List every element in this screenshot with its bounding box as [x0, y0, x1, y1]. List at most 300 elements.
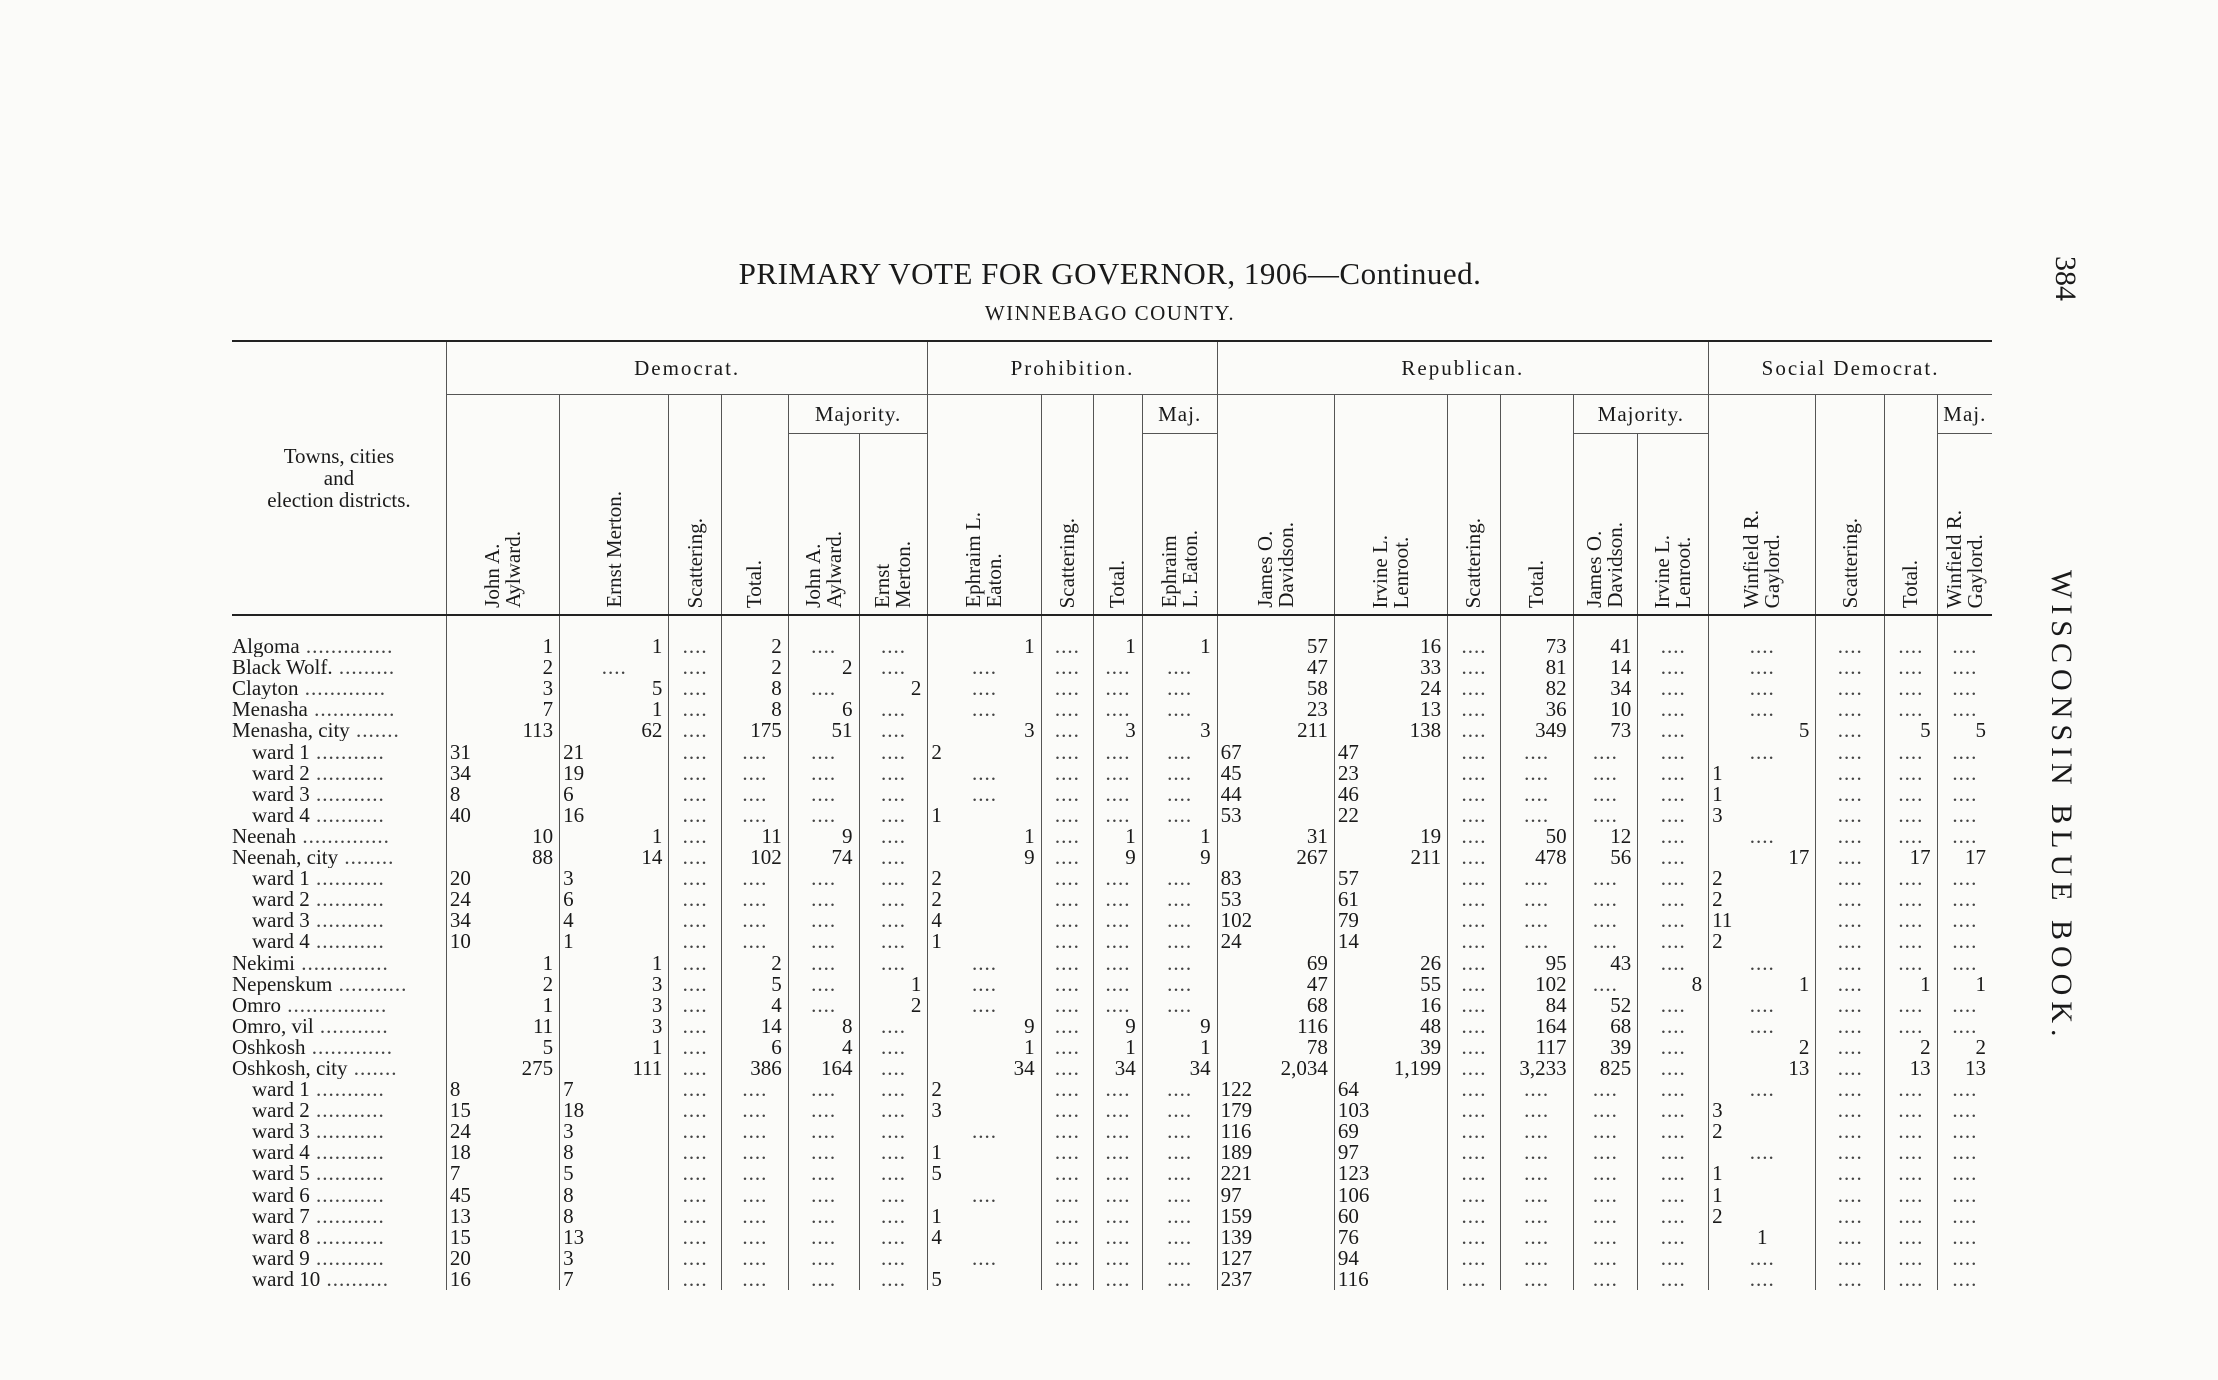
vote-cell: ....: [859, 741, 928, 762]
vote-cell: 6: [560, 889, 669, 910]
vote-cell: ....: [859, 1227, 928, 1248]
vote-cell: ....: [1142, 995, 1217, 1016]
vote-cell: ....: [1041, 805, 1094, 826]
vote-cell: ....: [1094, 784, 1143, 805]
vote-cell: ....: [1448, 952, 1501, 973]
vote-cell: ....: [1448, 615, 1501, 657]
vote-cell: 31: [446, 741, 559, 762]
vote-cell: ....: [1638, 615, 1709, 657]
vote-cell: 94: [1334, 1248, 1447, 1269]
vote-cell: ....: [1448, 1163, 1501, 1184]
vote-cell: 17: [1709, 847, 1816, 868]
vote-cell: 44: [1217, 784, 1334, 805]
table-row: [232, 805, 1992, 826]
vote-cell: ....: [788, 1079, 859, 1100]
district-name: ward 4 ...........: [252, 804, 385, 826]
vote-cell: 69: [1217, 952, 1334, 973]
vote-cell: 84: [1500, 995, 1573, 1016]
vote-cell: ....: [669, 1227, 722, 1248]
vote-cell: 97: [1217, 1184, 1334, 1205]
vote-cell: ....: [1709, 1016, 1816, 1037]
vote-cell: ....: [859, 699, 928, 720]
vote-cell: ....: [1041, 952, 1094, 973]
vote-cell: ....: [1500, 784, 1573, 805]
table-row: [232, 1058, 1992, 1079]
vote-cell: 26: [1334, 952, 1447, 973]
vote-cell: ....: [1709, 995, 1816, 1016]
vote-cell: ....: [859, 805, 928, 826]
vote-cell: 50: [1500, 826, 1573, 847]
vote-cell: 1: [446, 615, 559, 657]
vote-cell: ....: [1142, 1121, 1217, 1142]
vote-cell: ....: [1041, 889, 1094, 910]
vote-cell: ....: [1041, 1100, 1094, 1121]
vote-cell: ....: [1094, 952, 1143, 973]
vote-cell: 34: [1142, 1058, 1217, 1079]
vote-cell: ....: [1573, 974, 1638, 995]
vote-cell: ....: [1094, 931, 1143, 952]
vote-cell: 189: [1217, 1142, 1334, 1163]
vote-cell: 6: [788, 699, 859, 720]
table-row: [232, 1184, 1992, 1205]
vote-cell: ....: [669, 657, 722, 678]
vote-cell: ....: [1094, 1079, 1143, 1100]
vote-cell: 1: [1709, 784, 1816, 805]
vote-cell: 9: [928, 847, 1041, 868]
vote-cell: ....: [788, 1142, 859, 1163]
vote-cell: ....: [1937, 678, 1992, 699]
vote-cell: 127: [1217, 1248, 1334, 1269]
vote-cell: 73: [1500, 615, 1573, 657]
vote-cell: ....: [1448, 699, 1501, 720]
vote-cell: ....: [1500, 1100, 1573, 1121]
vote-cell: 1,199: [1334, 1058, 1447, 1079]
vote-cell: ....: [1500, 1248, 1573, 1269]
vote-cell: 8: [560, 1142, 669, 1163]
district-name: Omro, vil ...........: [232, 1015, 389, 1037]
vote-cell: ....: [1885, 1248, 1938, 1269]
vote-cell: 2: [721, 952, 788, 973]
vote-cell: 95: [1500, 952, 1573, 973]
vote-cell: 1: [1094, 826, 1143, 847]
vote-cell: ....: [669, 805, 722, 826]
vote-cell: ....: [859, 1100, 928, 1121]
vote-cell: 139: [1217, 1227, 1334, 1248]
table-row: [232, 784, 1992, 805]
vote-cell: ....: [1937, 889, 1992, 910]
vote-cell: ....: [1094, 1206, 1143, 1227]
vote-cell: ....: [1448, 657, 1501, 678]
district-name: Nepenskum ...........: [232, 973, 408, 995]
vote-cell: ....: [1816, 763, 1885, 784]
table-row: [232, 1227, 1992, 1248]
vote-cell: 57: [1334, 868, 1447, 889]
vote-cell: ....: [1937, 763, 1992, 784]
vote-cell: ....: [669, 1058, 722, 1079]
vote-cell: 275: [446, 1058, 559, 1079]
vote-cell: ....: [928, 784, 1041, 805]
vote-cell: ....: [1885, 1184, 1938, 1205]
vote-cell: ....: [1448, 1079, 1501, 1100]
vote-cell: ....: [1573, 1248, 1638, 1269]
vote-cell: ....: [1638, 995, 1709, 1016]
district-name: ward 1 ...........: [252, 741, 385, 763]
vote-cell: ....: [669, 784, 722, 805]
vote-cell: ....: [788, 931, 859, 952]
vote-cell: 68: [1573, 1016, 1638, 1037]
vote-cell: ....: [1885, 931, 1938, 952]
vote-cell: ....: [1500, 1269, 1573, 1290]
table-row: [232, 974, 1992, 995]
vote-cell: ....: [1142, 784, 1217, 805]
page-number: 384: [2049, 256, 2082, 301]
vote-cell: 8: [560, 1184, 669, 1205]
vote-cell: ....: [1937, 1079, 1992, 1100]
vote-cell: 34: [928, 1058, 1041, 1079]
vote-cell: 33: [1334, 657, 1447, 678]
vote-cell: 34: [446, 763, 559, 784]
vote-cell: ....: [1885, 1142, 1938, 1163]
vote-cell: ....: [1937, 952, 1992, 973]
vote-cell: ....: [1709, 741, 1816, 762]
vote-cell: 159: [1217, 1206, 1334, 1227]
col-header: Total.: [721, 395, 788, 616]
col-header: Scattering.: [1816, 395, 1885, 616]
vote-cell: ....: [721, 868, 788, 889]
vote-cell: ....: [788, 1206, 859, 1227]
vote-cell: 237: [1217, 1269, 1334, 1290]
vote-cell: ....: [788, 741, 859, 762]
vote-cell: 5: [1885, 720, 1938, 741]
vote-cell: 4: [928, 1227, 1041, 1248]
vote-cell: 19: [1334, 826, 1447, 847]
vote-cell: ....: [1094, 974, 1143, 995]
vote-cell: ....: [1816, 1163, 1885, 1184]
vote-cell: ....: [788, 952, 859, 973]
table-row: [232, 741, 1992, 762]
vote-cell: 3: [560, 1248, 669, 1269]
vote-cell: ....: [1448, 995, 1501, 1016]
vote-cell: ....: [1142, 974, 1217, 995]
col-header: Winfield R. Gaylord.: [1709, 395, 1816, 616]
table-row: [232, 763, 1992, 784]
vote-cell: ....: [1573, 763, 1638, 784]
party-republican: Republican.: [1217, 341, 1709, 395]
vote-cell: ....: [1142, 699, 1217, 720]
vote-cell: ....: [1041, 974, 1094, 995]
vote-cell: ....: [669, 763, 722, 784]
vote-cell: ....: [859, 1206, 928, 1227]
vote-cell: 1: [928, 805, 1041, 826]
vote-cell: 116: [1217, 1016, 1334, 1037]
vote-cell: ....: [1638, 657, 1709, 678]
vote-cell: ....: [1709, 657, 1816, 678]
vote-cell: 386: [721, 1058, 788, 1079]
vote-cell: 14: [1334, 931, 1447, 952]
vote-cell: 2: [1709, 1121, 1816, 1142]
vote-cell: ....: [1448, 974, 1501, 995]
vote-cell: ....: [1094, 995, 1143, 1016]
vote-cell: 1: [859, 974, 928, 995]
vote-cell: 1: [1709, 763, 1816, 784]
vote-cell: ....: [788, 868, 859, 889]
vote-cell: ....: [1041, 868, 1094, 889]
vote-cell: ....: [1816, 1206, 1885, 1227]
party-democrat: Democrat.: [446, 341, 927, 395]
vote-cell: ....: [1041, 678, 1094, 699]
vote-cell: ....: [1448, 784, 1501, 805]
vote-cell: ....: [669, 1079, 722, 1100]
vote-cell: 78: [1217, 1037, 1334, 1058]
vote-cell: ....: [669, 720, 722, 741]
vote-cell: ....: [788, 805, 859, 826]
vote-cell: ....: [1638, 868, 1709, 889]
vote-cell: 76: [1334, 1227, 1447, 1248]
vote-cell: 53: [1217, 805, 1334, 826]
vote-cell: 16: [560, 805, 669, 826]
vote-cell: ....: [1638, 1100, 1709, 1121]
vote-cell: 23: [1217, 699, 1334, 720]
vote-cell: 267: [1217, 847, 1334, 868]
vote-cell: ....: [721, 910, 788, 931]
vote-cell: 1: [560, 1037, 669, 1058]
vote-cell: 2: [446, 974, 559, 995]
vote-cell: ....: [1500, 1163, 1573, 1184]
vote-cell: 8: [721, 699, 788, 720]
vote-cell: ....: [1500, 1206, 1573, 1227]
district-name: ward 8 ...........: [252, 1226, 385, 1248]
table-row: [232, 952, 1992, 973]
vote-cell: ....: [1638, 1016, 1709, 1037]
vote-cell: 3: [1709, 805, 1816, 826]
vote-cell: ....: [1041, 1163, 1094, 1184]
vote-cell: ....: [1142, 868, 1217, 889]
vote-cell: ....: [1448, 910, 1501, 931]
vote-cell: 116: [1217, 1121, 1334, 1142]
vote-cell: 164: [1500, 1016, 1573, 1037]
vote-cell: ....: [1816, 1121, 1885, 1142]
vote-cell: 4: [721, 995, 788, 1016]
district-name: Clayton .............: [232, 678, 386, 700]
vote-cell: ....: [1885, 699, 1938, 720]
vote-cell: 1: [560, 931, 669, 952]
vote-cell: ....: [1638, 784, 1709, 805]
vote-cell: ....: [721, 1206, 788, 1227]
vote-cell: ....: [721, 784, 788, 805]
vote-cell: 97: [1334, 1142, 1447, 1163]
vote-cell: ....: [669, 1037, 722, 1058]
vote-cell: ....: [1816, 1184, 1885, 1205]
vote-cell: ....: [1500, 1227, 1573, 1248]
vote-cell: ....: [1094, 741, 1143, 762]
vote-cell: 13: [560, 1227, 669, 1248]
vote-cell: 1: [1885, 974, 1938, 995]
vote-cell: 179: [1217, 1100, 1334, 1121]
vote-cell: 2: [928, 1079, 1041, 1100]
vote-cell: 1: [446, 995, 559, 1016]
vote-cell: ....: [1142, 931, 1217, 952]
vote-cell: 9: [1142, 847, 1217, 868]
vote-cell: ....: [1816, 1142, 1885, 1163]
vote-cell: ....: [1094, 805, 1143, 826]
vote-cell: 10: [1573, 699, 1638, 720]
vote-cell: ....: [1573, 1184, 1638, 1205]
vote-cell: ....: [1041, 995, 1094, 1016]
vote-cell: 1: [1094, 615, 1143, 657]
vote-cell: ....: [1500, 763, 1573, 784]
district-name: ward 9 ...........: [252, 1247, 385, 1269]
vote-cell: 73: [1573, 720, 1638, 741]
vote-cell: ....: [859, 1184, 928, 1205]
vote-cell: 102: [721, 847, 788, 868]
vote-cell: 1: [928, 1206, 1041, 1227]
vote-cell: ....: [1816, 1248, 1885, 1269]
vote-cell: ....: [1448, 826, 1501, 847]
vote-cell: ....: [859, 826, 928, 847]
vote-cell: ....: [1937, 995, 1992, 1016]
vote-cell: 2: [721, 615, 788, 657]
vote-cell: ....: [928, 763, 1041, 784]
vote-cell: ....: [859, 910, 928, 931]
vote-cell: 15: [446, 1100, 559, 1121]
vote-cell: 36: [1500, 699, 1573, 720]
vote-cell: 45: [1217, 763, 1334, 784]
vote-cell: 3: [560, 868, 669, 889]
vote-cell: ....: [1573, 868, 1638, 889]
vote-cell: 21: [560, 741, 669, 762]
vote-cell: 3: [1142, 720, 1217, 741]
vote-cell: 111: [560, 1058, 669, 1079]
vote-cell: ....: [669, 741, 722, 762]
vote-cell: ....: [1709, 1079, 1816, 1100]
district-name: ward 6 ...........: [252, 1184, 385, 1206]
vote-cell: 41: [1573, 615, 1638, 657]
vote-cell: 1: [1709, 1184, 1816, 1205]
vote-cell: 2: [859, 995, 928, 1016]
vote-cell: 3: [560, 974, 669, 995]
vote-cell: ....: [1448, 805, 1501, 826]
vote-cell: ....: [1638, 826, 1709, 847]
vote-cell: ....: [859, 868, 928, 889]
col-header: Ephraim L. Eaton.: [1142, 434, 1217, 616]
vote-cell: ....: [1094, 1248, 1143, 1269]
vote-cell: ....: [1573, 1227, 1638, 1248]
vote-cell: ....: [1816, 868, 1885, 889]
vote-cell: 211: [1334, 847, 1447, 868]
vote-cell: 48: [1334, 1016, 1447, 1037]
vote-cell: 122: [1217, 1079, 1334, 1100]
vote-cell: ....: [1142, 1184, 1217, 1205]
vote-cell: 19: [560, 763, 669, 784]
vote-cell: 14: [1573, 657, 1638, 678]
vote-cell: 2: [721, 657, 788, 678]
table-row: [232, 699, 1992, 720]
vote-cell: 40: [446, 805, 559, 826]
vote-cell: ....: [1094, 763, 1143, 784]
vote-cell: 2: [788, 657, 859, 678]
vote-cell: ....: [928, 974, 1041, 995]
vote-cell: ....: [859, 1058, 928, 1079]
vote-cell: 60: [1334, 1206, 1447, 1227]
vote-cell: ....: [1638, 910, 1709, 931]
vote-cell: ....: [1816, 974, 1885, 995]
vote-cell: ....: [1448, 1142, 1501, 1163]
vote-cell: ....: [1638, 889, 1709, 910]
vote-cell: ....: [1142, 657, 1217, 678]
party-social-democrat: Social Democrat.: [1709, 341, 1992, 395]
vote-cell: ....: [1041, 720, 1094, 741]
vote-cell: 5: [1937, 720, 1992, 741]
vote-cell: 3: [560, 1016, 669, 1037]
vote-cell: 12: [1573, 826, 1638, 847]
vote-cell: ....: [1885, 868, 1938, 889]
vote-cell: ....: [1041, 741, 1094, 762]
district-name: Menasha, city .......: [232, 720, 400, 742]
vote-cell: 20: [446, 868, 559, 889]
col-header: James O. Davidson.: [1573, 434, 1638, 616]
vote-cell: ....: [1094, 1142, 1143, 1163]
vote-cell: ....: [669, 974, 722, 995]
vote-cell: 2: [446, 657, 559, 678]
vote-cell: ....: [1500, 1079, 1573, 1100]
vote-cell: ....: [1142, 741, 1217, 762]
vote-cell: ....: [1816, 1269, 1885, 1290]
vote-cell: ....: [928, 995, 1041, 1016]
vote-cell: 10: [446, 826, 559, 847]
vote-cell: 31: [1217, 826, 1334, 847]
vote-cell: ....: [928, 678, 1041, 699]
vote-cell: ....: [669, 889, 722, 910]
vote-cell: ....: [721, 1079, 788, 1100]
col-header: John A. Aylward.: [788, 434, 859, 616]
vote-cell: 2: [859, 678, 928, 699]
vote-cell: 34: [1573, 678, 1638, 699]
vote-cell: 16: [1334, 995, 1447, 1016]
vote-cell: ....: [1937, 1016, 1992, 1037]
vote-cell: ....: [1937, 1184, 1992, 1205]
vote-cell: ....: [928, 1184, 1041, 1205]
majority-header: Majority.: [788, 395, 928, 434]
table-row: [232, 826, 1992, 847]
vote-cell: 2: [1709, 868, 1816, 889]
vote-cell: ....: [1937, 657, 1992, 678]
vote-cell: ....: [1500, 1121, 1573, 1142]
vote-cell: ....: [1573, 741, 1638, 762]
county-subtitle: WINNEBAGO COUNTY.: [984, 301, 1236, 325]
district-name: ward 4 ...........: [252, 1142, 385, 1164]
vote-cell: 825: [1573, 1058, 1638, 1079]
vote-cell: 1: [928, 1142, 1041, 1163]
vote-cell: ....: [669, 1163, 722, 1184]
vote-cell: ....: [1885, 995, 1938, 1016]
vote-cell: ....: [1816, 741, 1885, 762]
vote-cell: ....: [1816, 889, 1885, 910]
vote-cell: 5: [446, 1037, 559, 1058]
table-body: [232, 615, 1992, 1290]
vote-cell: ....: [1638, 805, 1709, 826]
vote-cell: ....: [1937, 699, 1992, 720]
vote-cell: ....: [721, 805, 788, 826]
vote-cell: ....: [1885, 678, 1938, 699]
vote-cell: 68: [1217, 995, 1334, 1016]
vote-cell: 3: [1094, 720, 1143, 741]
vote-cell: ....: [788, 995, 859, 1016]
vote-cell: ....: [1709, 615, 1816, 657]
vote-cell: 2: [1709, 931, 1816, 952]
vote-cell: 1: [1709, 974, 1816, 995]
vote-cell: 24: [446, 889, 559, 910]
vote-cell: ....: [1816, 1058, 1885, 1079]
